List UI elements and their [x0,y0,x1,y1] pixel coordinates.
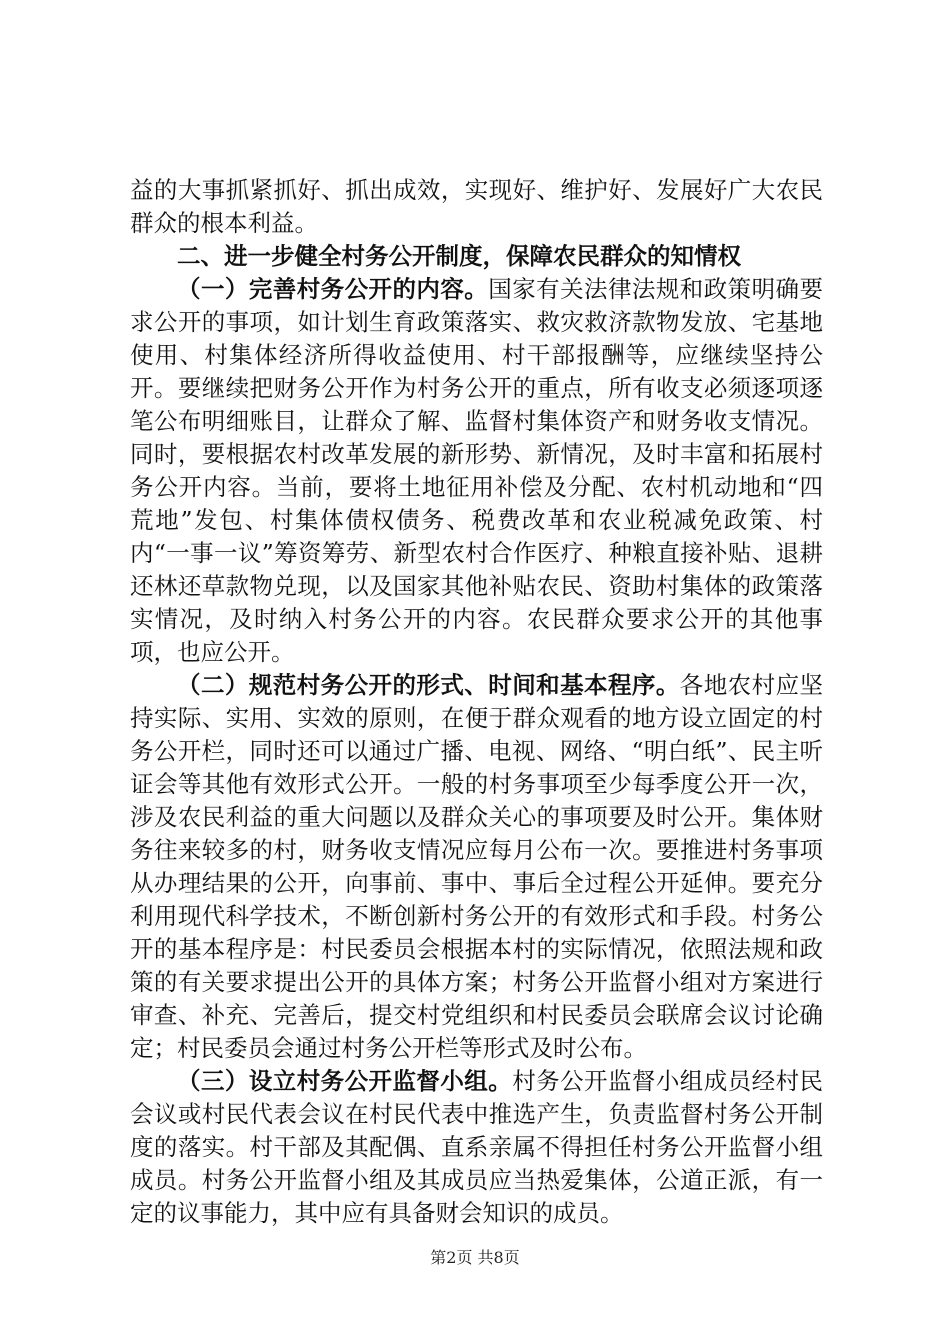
page-footer [0,1248,950,1268]
section-heading: 二、进一步健全村务公开制度，保障农民群众的知情权 [177,242,741,270]
paragraph-item-3 [130,1065,823,1230]
item-3-lead: （三）设立村务公开监督小组。 [177,1067,513,1095]
item-3-text: 村务公开监督小组成员经村民会议或村民代表会议在村民代表中推选产生，负责监督村务公开制度的落实。村干部及其配偶、直系亲属不得担任村务公开监督小组成员。村务公开监督小组及其成员应当热爱集体，公道正派，有一定的议事能力，其中应有具备财会知识的成员。 [130,1067,824,1227]
item-2-lead: （二）规范村务公开的形式、时间和基本程序。 [177,671,680,699]
item-1-lead: （一）完善村务公开的内容。 [177,275,489,303]
document-body [130,174,823,1230]
item-2-text: 各地农村应坚持实际、实用、实效的原则，在便于群众观看的地方设立固定的村务公开栏，同时还可以通过广播、电视、网络、“明白纸”、民主听证会等其他有效形式公开。一般的村务事项至少每季度公开一次，涉及农民利益的重大问题以及群众关心的事项要及时公开。集体财务往来较多的村，财务收支情况应每月公布一次。要推进村务事项从办理结果的公开，向事前、事中、事后全过程公开延伸。要充分利用现代科学技术，不断创新村务公开的有效形式和手段。村务公开的基本程序是：村民委员会根据本村的实际情况，依照法规和政策的有关要求提出公开的具体方案；村务公开监督小组对方案进行审查、补充、完善后，提交村党组织和村民委员会联席会议讨论确定；村民委员会通过村务公开栏等形式及时公布。 [130,671,824,1062]
paragraph-item-1 [130,273,823,669]
item-1-text: 国家有关法律法规和政策明确要求公开的事项，如计划生育政策落实、救灾救济款物发放、宅基地使用、村集体经济所得收益使用、村干部报酬等，应继续坚持公开。要继续把财务公开作为村务公开的重点，所有收支必须逐项逐笔公布明细账目，让群众了解、监督村集体资产和财务收支情况。同时，要根据农村改革发展的新形势、新情况，及时丰富和拓展村务公开内容。当前，要将土地征用补偿及分配、农村机动地和“四荒地”发包、村集体债权债务、税费改革和农业税减免政策、村内“一事一议”筹资筹劳、新型农村合作医疗、种粮直接补贴、退耕还林还草款物兑现，以及国家其他补贴农民、资助村集体的政策落实情况，及时纳入村务公开的内容。农民群众要求公开的其他事项，也应公开。 [130,275,823,666]
paragraph-item-2 [130,669,823,1065]
paragraph-continuation: 益的大事抓紧抓好、抓出成效，实现好、维护好、发展好广大农民群众的根本利益。 [130,176,823,237]
page-number: 第2页 共8页 [430,1248,520,1267]
